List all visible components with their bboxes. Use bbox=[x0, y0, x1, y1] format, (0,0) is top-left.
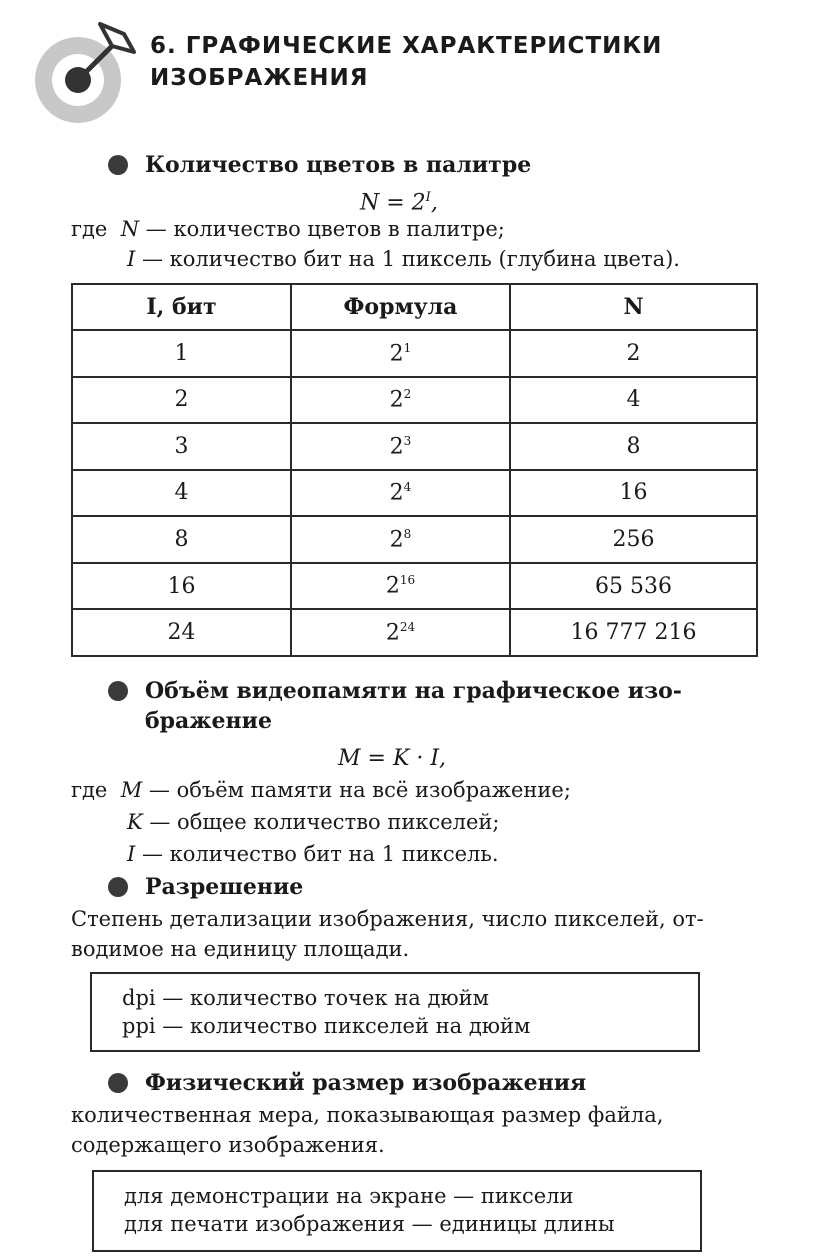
videomemory-heading-line2: бражение bbox=[145, 708, 272, 734]
cell-n: 16 777 216 bbox=[510, 609, 757, 656]
var-i: I bbox=[127, 842, 136, 866]
table-row bbox=[72, 516, 757, 563]
physical-size-box-line2: для печати изображения — единицы длины bbox=[124, 1212, 615, 1236]
videomemory-def-k bbox=[127, 808, 499, 836]
def-k-text: — общее количество пикселей; bbox=[142, 810, 500, 834]
where-word: где bbox=[71, 217, 108, 241]
var-n: N bbox=[120, 217, 140, 241]
videomemory-heading-text bbox=[145, 676, 682, 736]
cell-n: 2 bbox=[510, 330, 757, 377]
physical-size-box-line1: для демонстрации на экране — пиксели bbox=[124, 1184, 574, 1208]
formula-base: 2 bbox=[389, 527, 404, 553]
bullet-icon bbox=[108, 155, 128, 175]
header-formula: Формула bbox=[291, 284, 510, 330]
cell-formula bbox=[291, 423, 510, 470]
videomemory-formula: M = K · I, bbox=[338, 746, 447, 771]
table-row bbox=[72, 563, 757, 610]
cell-formula bbox=[291, 470, 510, 517]
physical-size-heading bbox=[108, 1068, 586, 1098]
chapter-title bbox=[150, 30, 662, 94]
cell-n: 65 536 bbox=[510, 563, 757, 610]
formula-exp: 2 bbox=[403, 387, 412, 402]
physical-size-units-box bbox=[92, 1170, 702, 1252]
cell-bits: 3 bbox=[72, 423, 291, 470]
formula-exp: 4 bbox=[403, 480, 412, 495]
formula-exp: 8 bbox=[403, 526, 412, 541]
palette-def-i bbox=[127, 245, 680, 273]
target-dart-icon bbox=[30, 18, 142, 126]
bullet-icon bbox=[108, 877, 128, 897]
videomemory-heading-line1: Объём видеопамяти на графическое изо- bbox=[145, 678, 682, 704]
def-m-text: — объём памяти на всё изображение; bbox=[142, 778, 571, 802]
formula-exp: 24 bbox=[399, 620, 416, 635]
cell-n: 16 bbox=[510, 470, 757, 517]
def-i-text: — количество бит на 1 пиксель. bbox=[135, 842, 499, 866]
cell-formula bbox=[291, 563, 510, 610]
videomemory-heading bbox=[108, 676, 682, 736]
resolution-units-box bbox=[90, 972, 700, 1052]
resolution-text-line2: водимое на единицу площади. bbox=[71, 937, 410, 961]
def-i-text: — количество бит на 1 пиксель (глубина цвета). bbox=[135, 247, 680, 271]
formula-base: 2 bbox=[385, 573, 400, 599]
formula-base: 2 bbox=[389, 387, 404, 413]
var-m: M bbox=[120, 778, 143, 802]
cell-formula bbox=[291, 609, 510, 656]
formula-base: 2 bbox=[389, 434, 404, 460]
var-i: I bbox=[127, 247, 136, 271]
palette-table bbox=[71, 283, 758, 657]
resolution-text-line1: Степень детализации изображения, число пикселей, от- bbox=[71, 907, 704, 931]
table-row bbox=[72, 423, 757, 470]
palette-formula bbox=[360, 184, 438, 217]
table-row bbox=[72, 330, 757, 377]
formula-base: 2 bbox=[385, 620, 400, 646]
header-n: N bbox=[510, 284, 757, 330]
table-row bbox=[72, 609, 757, 656]
formula-base: 2 bbox=[389, 480, 404, 506]
palette-def-n bbox=[71, 215, 505, 243]
cell-formula bbox=[291, 330, 510, 377]
chapter-title-line1: 6. ГРАФИЧЕСКИЕ ХАРАКТЕРИСТИКИ bbox=[150, 33, 663, 59]
formula-base: 2 bbox=[389, 340, 404, 366]
table-row bbox=[72, 377, 757, 424]
cell-bits: 16 bbox=[72, 563, 291, 610]
table-row bbox=[72, 470, 757, 517]
physical-size-text-line2: содержащего изображения. bbox=[71, 1133, 385, 1157]
chapter-title-line2: ИЗОБРАЖЕНИЯ bbox=[150, 65, 369, 91]
palette-heading bbox=[108, 150, 531, 180]
resolution-heading bbox=[108, 872, 303, 902]
table-header-row bbox=[72, 284, 757, 330]
formula-exp: 16 bbox=[399, 573, 416, 588]
bullet-icon bbox=[108, 1073, 128, 1093]
cell-n: 256 bbox=[510, 516, 757, 563]
formula-exp: 1 bbox=[403, 340, 412, 355]
cell-bits: 8 bbox=[72, 516, 291, 563]
cell-n: 8 bbox=[510, 423, 757, 470]
cell-bits: 1 bbox=[72, 330, 291, 377]
palette-heading-text: Количество цветов в палитре bbox=[145, 152, 532, 178]
cell-bits: 4 bbox=[72, 470, 291, 517]
formula-exp: 3 bbox=[403, 433, 412, 448]
cell-n: 4 bbox=[510, 377, 757, 424]
var-k: K bbox=[127, 810, 143, 834]
physical-size-text-line1: количественная мера, показывающая размер файла, bbox=[71, 1103, 664, 1127]
palette-formula-lhs: N = 2 bbox=[360, 190, 426, 216]
def-n-text: — количество цветов в палитре; bbox=[139, 217, 505, 241]
bullet-icon bbox=[108, 681, 128, 701]
resolution-heading-text: Разрешение bbox=[145, 874, 304, 900]
where-word: где bbox=[71, 778, 108, 802]
cell-formula bbox=[291, 516, 510, 563]
cell-bits: 24 bbox=[72, 609, 291, 656]
palette-formula-tail: , bbox=[430, 190, 438, 216]
physical-size-heading-text: Физический размер изображения bbox=[145, 1070, 587, 1096]
resolution-box-line2: ppi — количество пикселей на дюйм bbox=[122, 1014, 531, 1038]
videomemory-def-i bbox=[127, 840, 499, 868]
resolution-box-line1: dpi — количество точек на дюйм bbox=[122, 986, 489, 1010]
cell-formula bbox=[291, 377, 510, 424]
palette-formula-exp: I bbox=[425, 190, 431, 205]
cell-bits: 2 bbox=[72, 377, 291, 424]
videomemory-def-m bbox=[71, 776, 571, 804]
header-bits: I, бит bbox=[72, 284, 291, 330]
